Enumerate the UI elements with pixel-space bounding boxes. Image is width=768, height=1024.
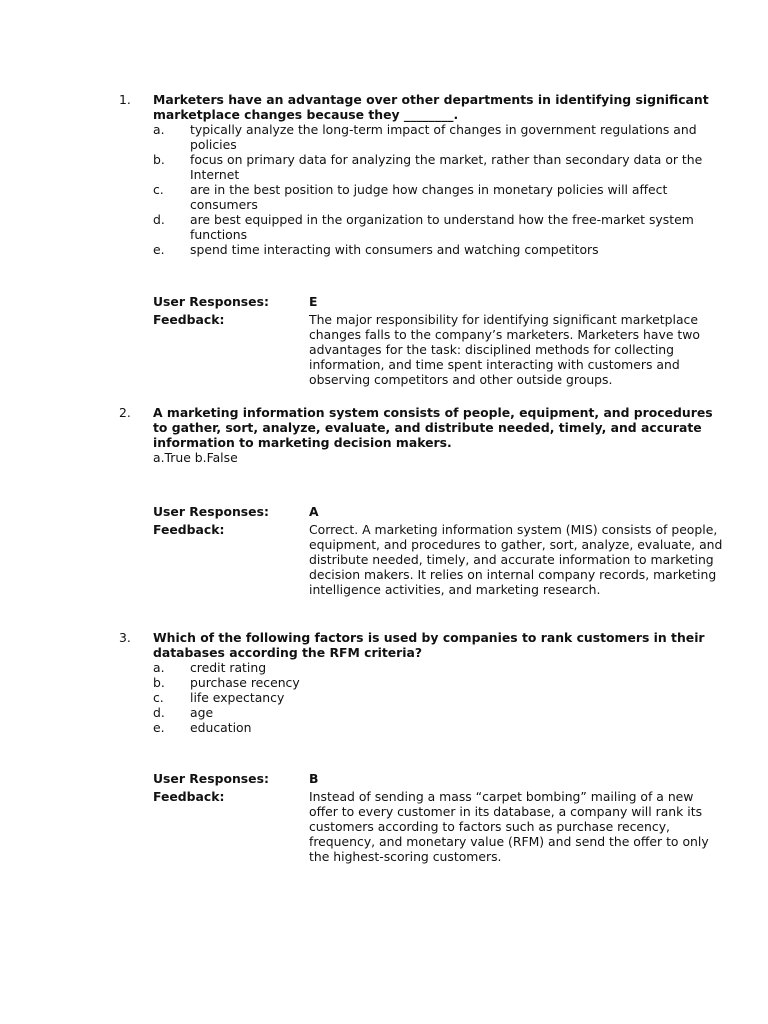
user-response-value: B <box>309 771 319 786</box>
option-text: are in the best position to judge how changes in monetary policies will affect consumers <box>190 182 668 212</box>
answer-option <box>153 690 719 705</box>
answer-options-inline: a.True b.False <box>153 450 238 465</box>
option-letter: d. <box>153 705 165 720</box>
answer-option <box>153 720 719 735</box>
feedback-label: Feedback: <box>153 312 225 327</box>
feedback-text: Instead of sending a mass “carpet bombing” mailing of a new offer to every customer in its database, a company will rank its customers according to factors such as purchase recency, frequency, and monetary value (RFM) and send the offer to only the highest-scoring customers. <box>309 789 709 864</box>
option-letter: e. <box>153 720 165 735</box>
response-block-1 <box>153 294 723 387</box>
answer-option <box>153 660 719 675</box>
answer-option <box>153 675 719 690</box>
answer-option <box>153 122 719 152</box>
answer-option <box>153 152 719 182</box>
response-block-2 <box>153 504 723 597</box>
user-response-value: A <box>309 504 319 519</box>
option-letter: e. <box>153 242 165 257</box>
feedback-label: Feedback: <box>153 789 225 804</box>
answer-option <box>153 182 719 212</box>
question-number: 2. <box>119 405 131 420</box>
option-text: age <box>190 705 214 720</box>
user-response-row <box>153 504 723 519</box>
question-body <box>153 405 719 465</box>
response-block-3 <box>153 771 723 864</box>
question-body <box>153 92 719 257</box>
user-responses-label: User Responses: <box>153 504 269 519</box>
question-number: 1. <box>119 92 131 107</box>
question-number: 3. <box>119 630 131 645</box>
option-letter: d. <box>153 212 165 227</box>
answer-option <box>153 705 719 720</box>
feedback-row <box>153 789 723 864</box>
option-text: spend time interacting with consumers and watching competitors <box>190 242 599 257</box>
option-letter: a. <box>153 122 165 137</box>
question-text: A marketing information system consists of people, equipment, and procedures to gather, sort, analyze, evaluate, and distribute needed, timely, and accurate information to marketing decision makers. <box>153 405 713 450</box>
option-letter: b. <box>153 675 165 690</box>
feedback-label: Feedback: <box>153 522 225 537</box>
user-response-row <box>153 771 723 786</box>
answer-option <box>153 212 719 242</box>
option-text: are best equipped in the organization to understand how the free-market system functions <box>190 212 694 242</box>
option-text: education <box>190 720 252 735</box>
option-letter: c. <box>153 182 164 197</box>
question-text: Which of the following factors is used by companies to rank customers in their databases according the RFM criteria? <box>153 630 705 660</box>
option-letter: c. <box>153 690 164 705</box>
user-responses-label: User Responses: <box>153 294 269 309</box>
option-letter: b. <box>153 152 165 167</box>
option-text: credit rating <box>190 660 267 675</box>
feedback-row <box>153 522 723 597</box>
user-responses-label: User Responses: <box>153 771 269 786</box>
question-text: Marketers have an advantage over other departments in identifying significant marketplace changes because they ________. <box>153 92 709 122</box>
option-text: purchase recency <box>190 675 300 690</box>
feedback-text: Correct. A marketing information system (MIS) consists of people, equipment, and procedures to gather, sort, analyze, evaluate, and distribute needed, timely, and accurate information to marketing decision makers. It relies on internal company records, marketing intelligence activities, and marketing research. <box>309 522 723 597</box>
feedback-row <box>153 312 723 387</box>
feedback-text: The major responsibility for identifying significant marketplace changes falls to the company’s marketers. Marketers have two advantages for the task: disciplined methods for collecting information, and time spent interacting with customers and observing competitors and other outside groups. <box>309 312 700 387</box>
option-text: life expectancy <box>190 690 285 705</box>
user-response-row <box>153 294 723 309</box>
option-letter: a. <box>153 660 165 675</box>
question-body <box>153 630 719 735</box>
option-text: focus on primary data for analyzing the market, rather than secondary data or the Internet <box>190 152 703 182</box>
answer-option <box>153 242 719 257</box>
user-response-value: E <box>309 294 318 309</box>
option-text: typically analyze the long-term impact of changes in government regulations and policies <box>190 122 697 152</box>
